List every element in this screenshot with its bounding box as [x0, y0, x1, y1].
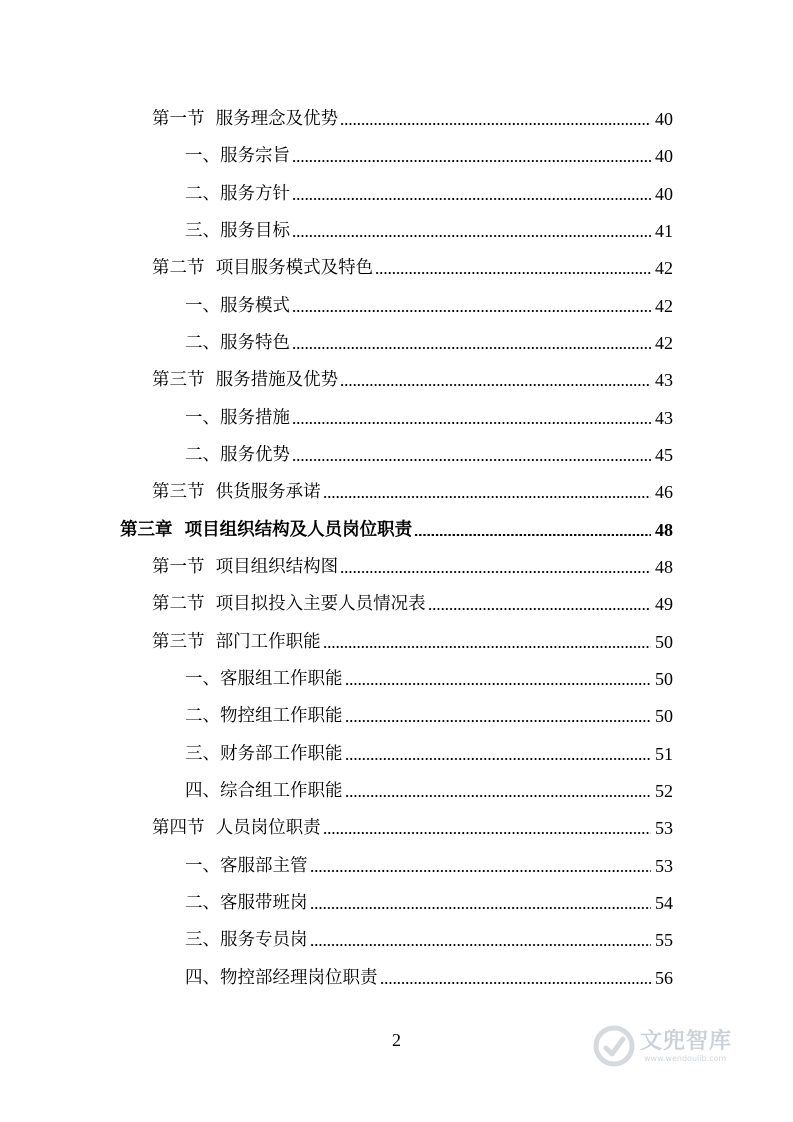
toc-entry[interactable]	[152, 630, 673, 654]
toc-entry-title: 第二节 项目拟投入主要人员情况表	[152, 594, 426, 614]
toc-leader-dots	[380, 982, 652, 984]
toc-entry-page: 50	[655, 632, 673, 652]
toc-entry-page: 50	[655, 706, 673, 726]
toc-entry-page: 54	[655, 893, 673, 913]
toc-entry-title: 第三节 部门工作职能	[152, 632, 321, 652]
toc-entry[interactable]	[185, 742, 673, 766]
toc-leader-dots	[292, 235, 651, 237]
toc-leader-dots	[340, 123, 651, 125]
toc-entry-title: 第三节 供货服务承诺	[152, 482, 321, 502]
toc-entry-title: 二、服务特色	[185, 333, 290, 353]
toc-entry-page: 41	[655, 221, 673, 241]
toc-leader-dots	[414, 534, 651, 536]
toc-entry-title: 三、服务专员岗	[185, 930, 308, 950]
toc-leader-dots	[310, 944, 652, 946]
toc-entry-page: 55	[655, 930, 673, 950]
toc-entry-title: 三、财务部工作职能	[185, 744, 343, 764]
toc-entry-title: 二、服务方针	[185, 184, 290, 204]
toc-entry-title: 二、服务优势	[185, 445, 290, 465]
toc-entry-title: 一、客服组工作职能	[185, 669, 343, 689]
toc-entry[interactable]	[185, 779, 673, 803]
toc-entry[interactable]	[152, 555, 673, 579]
toc-leader-dots	[340, 384, 651, 386]
toc-leader-dots	[345, 795, 652, 797]
toc-entry[interactable]	[185, 891, 673, 915]
toc-leader-dots	[345, 758, 652, 760]
toc-entry-page: 42	[655, 258, 673, 278]
toc-leader-dots	[292, 422, 651, 424]
toc-entry-page: 45	[655, 445, 673, 465]
toc-entry[interactable]	[185, 704, 673, 728]
watermark-logo-icon	[592, 1024, 636, 1068]
toc-entry-title: 第三节 服务措施及优势	[152, 370, 339, 390]
toc-entry-page: 50	[655, 669, 673, 689]
toc-entry-title: 四、综合组工作职能	[185, 781, 343, 801]
page-number: 2	[392, 1030, 401, 1050]
toc-entry-page: 42	[655, 333, 673, 353]
toc-entry-page: 56	[655, 968, 673, 988]
toc-entry-page: 43	[655, 370, 673, 390]
toc-leader-dots	[323, 832, 651, 834]
toc-entry[interactable]	[185, 966, 673, 990]
toc-entry[interactable]	[152, 107, 673, 131]
toc-entry-page: 46	[655, 482, 673, 502]
toc-entry-title: 一、服务措施	[185, 408, 290, 428]
toc-leader-dots	[340, 571, 651, 573]
toc-chapter-page: 48	[655, 520, 673, 540]
toc-entry-page: 43	[655, 408, 673, 428]
toc-entry-title: 一、客服部主管	[185, 856, 308, 876]
toc-entry-page: 53	[655, 818, 673, 838]
toc-entry-title: 三、服务目标	[185, 221, 290, 241]
toc-entry[interactable]	[185, 144, 673, 168]
toc-leader-dots	[345, 683, 652, 685]
toc-entry[interactable]	[185, 443, 673, 467]
toc-entry-page: 42	[655, 296, 673, 316]
toc-entry[interactable]	[152, 480, 673, 504]
toc-entry[interactable]	[185, 854, 673, 878]
toc-leader-dots	[310, 870, 652, 872]
toc-entry-page: 53	[655, 856, 673, 876]
toc-entry[interactable]	[152, 592, 673, 616]
toc-entry-title: 第一节 服务理念及优势	[152, 109, 339, 129]
toc-entry[interactable]	[185, 331, 673, 355]
toc-entry-page: 51	[655, 744, 673, 764]
toc-leader-dots	[292, 459, 651, 461]
watermark	[592, 1018, 762, 1078]
toc-entry-page: 40	[655, 184, 673, 204]
toc-leader-dots	[323, 646, 651, 648]
toc-entry-title: 第二节 项目服务模式及特色	[152, 258, 374, 278]
toc-chapter-entry[interactable]	[120, 518, 673, 542]
toc-entry[interactable]	[185, 182, 673, 206]
toc-leader-dots	[345, 720, 652, 722]
toc-leader-dots	[428, 608, 651, 610]
toc-leader-dots	[292, 310, 651, 312]
toc-entry-title: 一、服务模式	[185, 296, 290, 316]
toc-entry-page: 40	[655, 146, 673, 166]
toc-entry[interactable]	[152, 816, 673, 840]
toc-entry[interactable]	[152, 368, 673, 392]
toc-entry[interactable]	[185, 219, 673, 243]
toc-entry[interactable]	[152, 256, 673, 280]
toc-entry-page: 49	[655, 594, 673, 614]
toc-entry-page: 48	[655, 557, 673, 577]
toc-chapter-title: 第三章 项目组织结构及人员岗位职责	[120, 520, 413, 540]
watermark-url: www.wendoulib.com	[644, 1054, 727, 1063]
toc-entry[interactable]	[185, 928, 673, 952]
toc-leader-dots	[292, 198, 651, 200]
toc-entry-page: 40	[655, 109, 673, 129]
toc-leader-dots	[323, 496, 651, 498]
toc-entry[interactable]	[185, 406, 673, 430]
toc-entry-page: 52	[655, 781, 673, 801]
toc-entry-title: 一、服务宗旨	[185, 146, 290, 166]
toc-entry-title: 第四节 人员岗位职责	[152, 818, 321, 838]
toc-entry-title: 四、物控部经理岗位职责	[185, 968, 378, 988]
toc-leader-dots	[292, 347, 651, 349]
toc-leader-dots	[310, 907, 652, 909]
toc-entry-title: 二、物控组工作职能	[185, 706, 343, 726]
toc-leader-dots	[292, 160, 651, 162]
toc-leader-dots	[375, 272, 651, 274]
toc-entry[interactable]	[185, 667, 673, 691]
toc-entry-title: 二、客服带班岗	[185, 893, 308, 913]
toc-entry-title: 第一节 项目组织结构图	[152, 557, 339, 577]
toc-entry[interactable]	[185, 294, 673, 318]
watermark-text: 文兜智库	[640, 1029, 733, 1054]
